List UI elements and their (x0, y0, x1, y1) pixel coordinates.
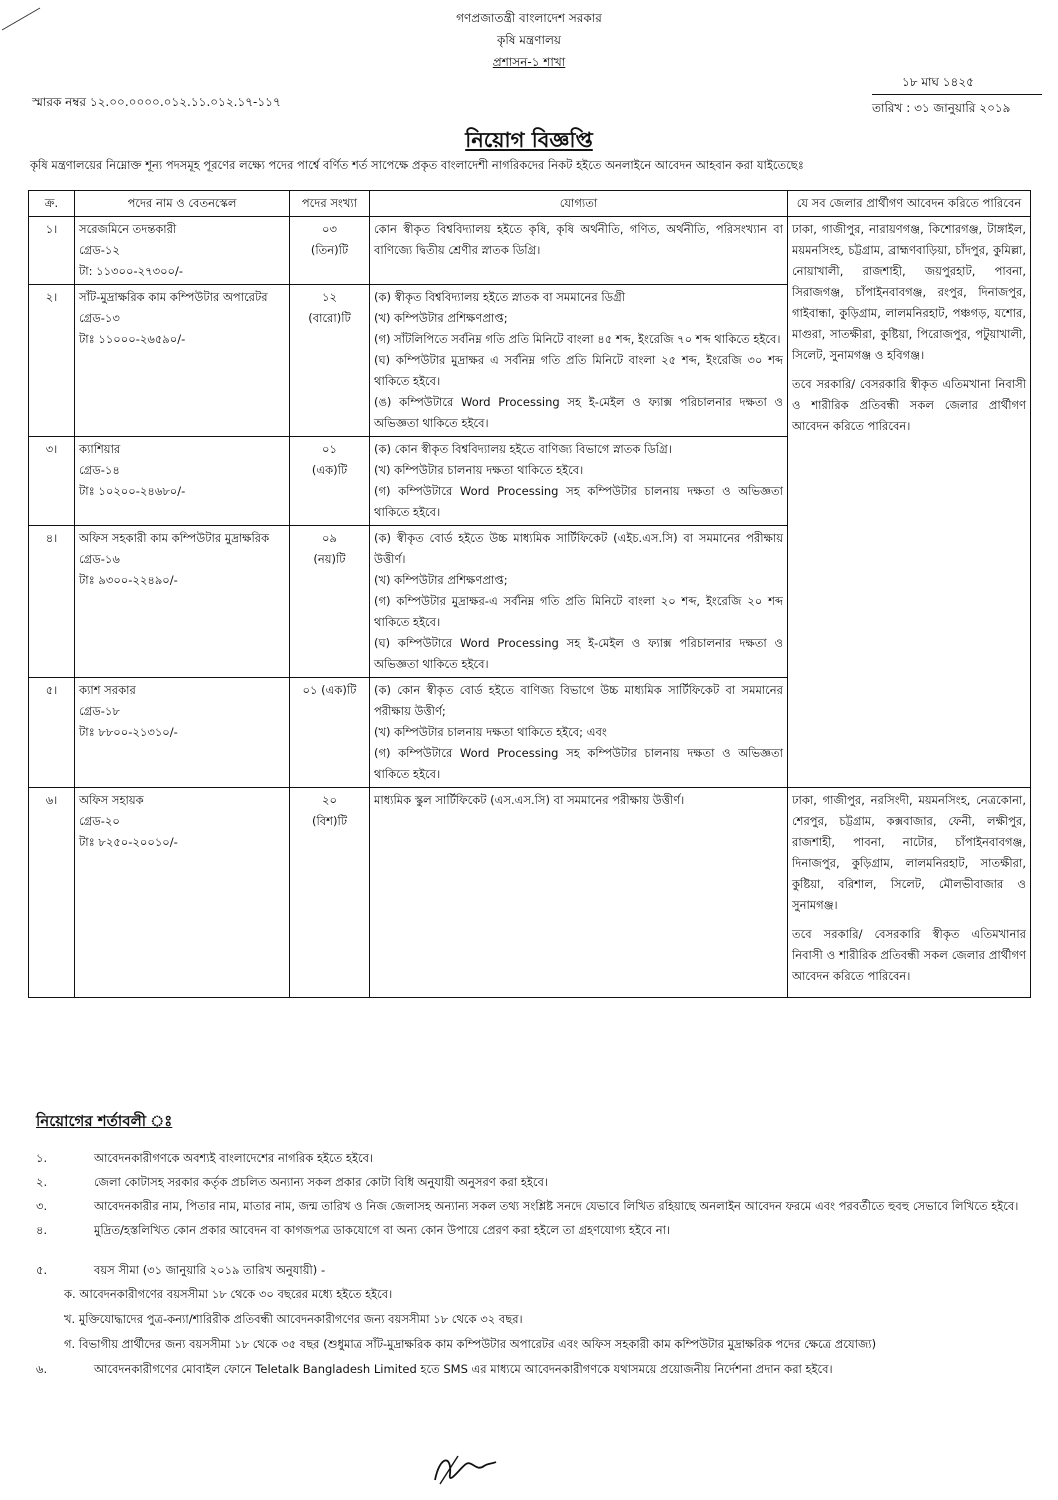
condition-item (36, 1359, 1026, 1379)
post-line: টাঃ ১১০০০-২৬৫৯০/- (79, 332, 186, 346)
row-serial: ৪। (29, 526, 75, 678)
count-line: ০১ (এক)টি (302, 683, 357, 697)
condition-number: ২. (36, 1175, 48, 1189)
condition-number: ১. (36, 1151, 48, 1165)
condition-number: ৩. (36, 1199, 48, 1213)
count-line: (বারো)টি (308, 311, 351, 325)
districts-paragraph: তবে সরকারি/ বেসরকারি স্বীকৃত এতিমখানা নিবাসী ও শারীরিক প্রতিবন্ধী সকল জেলার প্রার্থীগণ আবেদন করিতে পারিবেন। (792, 377, 1026, 433)
memo-number: স্মারক নম্বর ১২.০০.০০০০.০১২.১১.০১২.১৭-১১৭ (32, 95, 281, 109)
post-line: ক্যাশ সরকার (79, 683, 136, 697)
conditions-heading: নিয়োগের শর্তাবলী ঃ (36, 1112, 173, 1130)
post-cell (75, 788, 290, 998)
conditions-list (36, 1148, 1026, 1383)
condition-text: বয়স সীমা (৩১ জানুয়ারি ২০১৯ তারিখ অনুযায়ী) - (94, 1263, 326, 1277)
header-count: পদের সংখ্যা (290, 191, 370, 217)
age-limit-item: খ. মুক্তিযোদ্ধাদের পুত্র-কন্যা/শারিরীক প্রতিবন্ধী আবেদনকারীগণের জন্য বয়সসীমা ১৮ থেকে ৩২ বছর। (64, 1312, 523, 1326)
page-title: নিয়োগ বিজ্ঞপ্তি (465, 128, 593, 152)
post-line: গ্রেড-২০ (79, 814, 120, 828)
posts-table (28, 190, 1031, 998)
table-row (29, 217, 1031, 285)
count-cell (290, 526, 370, 678)
intro-text: কৃষি মন্ত্রণালয়ের নিম্নোক্ত শূন্য পদসমূহ পূরণের লক্ষ্যে পদের পার্শ্বে বর্ণিত শর্ত সাপেক্ষে প্রকৃত বাংলাদেশী নাগরিকদের নিকট হইতে অনলাইনে আবেদন আহবান করা যাইতেছেঃ (30, 158, 804, 172)
age-limit-item: ক. আবেদনকারীগণের বয়সসীমা ১৮ থেকে ৩০ বছরের মধ্যে হইতে হইবে। (64, 1287, 393, 1301)
qualification-item: মাধ্যমিক স্কুল সার্টিফিকেট (এস.এস.সি) বা সমমানের পরীক্ষায় উত্তীর্ণ। (374, 793, 685, 807)
condition-text: মুদ্রিত/হস্তলিখিত কোন প্রকার আবেদন বা কাগজপত্র ডাকযোগে বা অন্য কোন উপায়ে প্রেরণ করা হইলে তা গ্রহণযোগ্য হইবে না। (94, 1223, 671, 1237)
date-bangla: ১৮ মাঘ ১৪২৫ (872, 74, 1042, 95)
qualification-item: (খ) কম্পিউটার চালনায় দক্ষতা থাকিতে হইবে; এবং (374, 725, 607, 739)
count-line: (এক)টি (311, 463, 348, 477)
condition-text: আবেদনকারীগণের মোবাইল ফোনে Teletalk Bangladesh Limited হতে SMS এর মাধ্যমে আবেদনকারীগণকে যথাসময়ে প্রয়োজনীয় নির্দেশনা প্রদান করা হইবে। (94, 1362, 833, 1376)
districts-paragraph: ঢাকা, গাজীপুর, নারায়ণগঞ্জ, কিশোরগঞ্জ, টাঙ্গাইল, ময়মনসিংহ, চট্টগ্রাম, ব্রাহ্মণবাড়িয়া, চাঁদপুর, কুমিল্লা, নোয়াখালী, রাজশাহী, জয়পুরহাট, পাবনা, সিরাজগঞ্জ, চাঁপাইনবাবগঞ্জ, রংপুর, দিনাজপুর, গাইবান্ধা, কুড়িগ্রাম, লালমনিরহাট, পঞ্চগড়, যশোর, মাগুরা, সাতক্ষীরা, কুষ্টিয়া, পিরোজপুর, পটুয়াখালী, সিলেট, সুনামগঞ্জ ও হবিগঞ্জ। (792, 222, 1026, 362)
qualification-item: (গ) কম্পিউটারে Word Processing সহ কম্পিউটার চালনায় দক্ষতা ও অভিজ্ঞতা থাকিতে হইবে। (374, 484, 783, 519)
post-line: টাঃ ৮৮০০-২১৩১০/- (79, 725, 178, 739)
ministry-name: কৃষি মন্ত্রণালয় (496, 33, 561, 47)
condition-text: জেলা কোটাসহ সরকার কর্তৃক প্রচলিত অন্যান্য সকল প্রকার কোটা বিধি অনুযায়ী অনুসরণ করা হইবে। (94, 1175, 548, 1189)
qualification-item: (গ) কম্পিউটারে Word Processing সহ কম্পিউটার চালনায় দক্ষতা ও অভিজ্ঞতা থাকিতে হইবে। (374, 746, 783, 781)
condition-number: ৫. (36, 1263, 48, 1277)
qualification-item: (ক) কোন স্বীকৃত বোর্ড হইতে বাণিজ্য বিভাগে উচ্চ মাধ্যমিক সার্টিফিকেট বা সমমানের পরীক্ষায় উত্তীর্ণ; (374, 683, 783, 718)
qualification-item: (ঙ) কম্পিউটারে Word Processing সহ ই-মেইল ও ফ্যাক্স পরিচালনার দক্ষতা ও অভিজ্ঞতা থাকিতে হইবে। (374, 395, 783, 430)
count-line: (বিশ)টি (311, 814, 348, 828)
districts-paragraph: ঢাকা, গাজীপুর, নরসিংদী, ময়মনসিংহ, নেত্রকোনা, শেরপুর, চট্টগ্রাম, কক্সবাজার, ফেনী, লক্ষীপুর, রাজশাহী, পাবনা, নাটোর, চাঁপাইনবাবগঞ্জ, দিনাজপুর, কুড়িগ্রাম, লালমনিরহাট, সাতক্ষীরা, কুষ্টিয়া, বরিশাল, সিলেট, মৌলভীবাজার ও সুনামগঞ্জ। (792, 793, 1026, 912)
condition-text: আবেদনকারীগণকে অবশ্যই বাংলাদেশের নাগরিক হইতে হইবে। (94, 1151, 374, 1165)
count-line: ১২ (322, 290, 337, 304)
condition-item (36, 1172, 1026, 1192)
post-cell (75, 526, 290, 678)
date-english: ৩১ জানুয়ারি ২০১৯ (914, 101, 1011, 115)
post-line: টা: ১১৩০০-২৭৩০০/- (79, 264, 184, 278)
condition-item (36, 1148, 1026, 1168)
post-line: অফিস সহকারী কাম কম্পিউটার মুদ্রাক্ষরিক (79, 531, 270, 545)
post-line: সাঁট-মুদ্রাক্ষরিক কাম কম্পিউটার অপারেটর (79, 290, 268, 304)
spacer (36, 1244, 1026, 1260)
date-block (872, 74, 1042, 120)
qualification-cell (370, 285, 788, 437)
header-qualification: যোগ্যতা (370, 191, 788, 217)
count-line: ২০ (322, 793, 337, 807)
count-cell (290, 678, 370, 788)
header-post: পদের নাম ও বেতনস্কেল (75, 191, 290, 217)
qualification-item: (ক) কোন স্বীকৃত বিশ্ববিদ্যালয় হইতে বাণিজ্য বিভাগে স্নাতক ডিগ্রি। (374, 442, 672, 456)
districts-cell (788, 217, 1031, 788)
qualification-cell (370, 437, 788, 526)
post-line: টাঃ ৮২৫০-২০০১০/- (79, 835, 178, 849)
qualification-item: (ঘ) কম্পিউটারে Word Processing সহ ই-মেইল ও ফ্যাক্স পরিচালনার দক্ষতা ও অভিজ্ঞতা থাকিতে হইবে। (374, 636, 783, 671)
header-sl: ক্র. (29, 191, 75, 217)
qualification-item: (গ) কম্পিউটার মুদ্রাক্ষর-এ সর্বনিম্ন গতি প্রতি মিনিটে বাংলা ২০ শব্দ, ইংরেজি ২০ শব্দ থাকিতে হইবে। (374, 594, 783, 629)
count-line: (তিন)টি (310, 243, 349, 257)
post-line: সরেজমিনে তদন্তকারী (79, 222, 177, 236)
row-serial: ৫। (29, 678, 75, 788)
branch-name: প্রশাসন-১ শাখা (492, 55, 566, 69)
condition-item (36, 1196, 1026, 1216)
condition-number: ৪. (36, 1223, 48, 1237)
post-line: গ্রেড-১২ (79, 243, 120, 257)
qualification-item: (খ) কম্পিউটার প্রশিক্ষণপ্রাপ্ত; (374, 311, 508, 325)
condition-item (36, 1260, 1026, 1280)
table-body (29, 217, 1031, 998)
table-row (29, 788, 1031, 998)
row-serial: ২। (29, 285, 75, 437)
districts-paragraph: তবে সরকারি/ বেসরকারি স্বীকৃত এতিমখানার নিবাসী ও শারীরিক প্রতিবন্ধী সকল জেলার প্রার্থীগণ আবেদন করিতে পারিবেন। (792, 927, 1026, 983)
post-cell (75, 285, 290, 437)
age-limit-item: গ. বিভাগীয় প্রার্থীদের জন্য বয়সসীমা ১৮ থেকে ৩৫ বছর (শুধুমাত্র সাঁট-মুদ্রাক্ষরিক কাম কম্পিউটার অপারেটর এবং অফিস সহকারী কাম কম্পিউটার মুদ্রাক্ষরিক পদের ক্ষেত্রে প্রযোজ্য) (64, 1337, 877, 1351)
post-line: টাঃ ১০২০০-২৪৬৮০/- (79, 484, 186, 498)
post-cell (75, 678, 290, 788)
post-line: গ্রেড-১৩ (79, 311, 120, 325)
count-cell (290, 437, 370, 526)
districts-cell (788, 788, 1031, 998)
condition-item (36, 1220, 1026, 1240)
count-cell (290, 788, 370, 998)
qualification-item: (খ) কম্পিউটার চালনায় দক্ষতা থাকিতে হইবে। (374, 463, 584, 477)
count-line: ০৩ (322, 222, 337, 236)
post-line: গ্রেড-১৪ (79, 463, 120, 477)
post-cell (75, 437, 290, 526)
post-line: টাঃ ৯৩০০-২২৪৯০/- (79, 573, 178, 587)
post-line: গ্রেড-১৬ (79, 552, 120, 566)
row-serial: ৩। (29, 437, 75, 526)
count-cell (290, 285, 370, 437)
signature (430, 1450, 500, 1490)
count-line: (নয়)টি (313, 552, 346, 566)
row-serial: ১। (29, 217, 75, 285)
header-districts: যে সব জেলার প্রার্থীগণ আবেদন করিতে পারিবেন (788, 191, 1031, 217)
condition-text: আবেদনকারীর নাম, পিতার নাম, মাতার নাম, জন্ম তারিখ ও নিজ জেলাসহ অন্যান্য সকল তথ্য সংশ্লিষ্ট সনদে যেভাবে লিখিত রহিয়াছে অনলাইন আবেদন ফরমে এবং পরবর্তীতে হুবহু সেভাবে লিখিতে হইবে। (94, 1199, 1019, 1213)
row-serial: ৬। (29, 788, 75, 998)
qualification-cell (370, 788, 788, 998)
count-line: ০১ (322, 442, 337, 456)
qualification-item: (ঘ) কম্পিউটার মুদ্রাক্ষর এ সর্বনিম্ন গতি প্রতি মিনিটে বাংলা ২৫ শব্দ, ইংরেজি ৩০ শব্দ থাকিতে হইবে। (374, 353, 783, 388)
qualification-item: (খ) কম্পিউটার প্রশিক্ষণপ্রাপ্ত; (374, 573, 508, 587)
qualification-item: (ক) স্বীকৃত বিশ্ববিদ্যালয় হইতে স্নাতক বা সমমানের ডিগ্রী (374, 290, 626, 304)
qualification-item: (গ) সাঁটলিপিতে সর্বনিম্ন গতি প্রতি মিনিটে বাংলা ৪৫ শব্দ, ইংরেজি ৭০ শব্দ থাকিতে হইবে। (374, 332, 781, 346)
post-line: ক্যাশিয়ার (79, 442, 121, 456)
count-line: ০৯ (322, 531, 337, 545)
post-line: অফিস সহায়ক (79, 793, 144, 807)
post-line: গ্রেড-১৮ (79, 704, 120, 718)
post-cell (75, 217, 290, 285)
qualification-cell (370, 217, 788, 285)
qualification-item: (ক) স্বীকৃত বোর্ড হইতে উচ্চ মাধ্যমিক সার্টিফিকেট (এইচ.এস.সি) বা সমমানের পরীক্ষায় উত্তীর্ণ। (374, 531, 783, 566)
government-name: গণপ্রজাতন্ত্রী বাংলাদেশ সরকার (456, 11, 602, 25)
count-cell (290, 217, 370, 285)
qualification-cell (370, 526, 788, 678)
date-label: তারিখ : (872, 101, 911, 115)
condition-number: ৬. (36, 1362, 48, 1376)
qualification-item: কোন স্বীকৃত বিশ্ববিদ্যালয় হইতে কৃষি, কৃষি অর্থনীতি, গণিত, অর্থনীতি, পরিসংখ্যান বা বাণিজ্যে দ্বিতীয় শ্রেণীর স্নাতক ডিগ্রি। (374, 222, 783, 257)
qualification-cell (370, 678, 788, 788)
table-header-row (29, 191, 1031, 217)
